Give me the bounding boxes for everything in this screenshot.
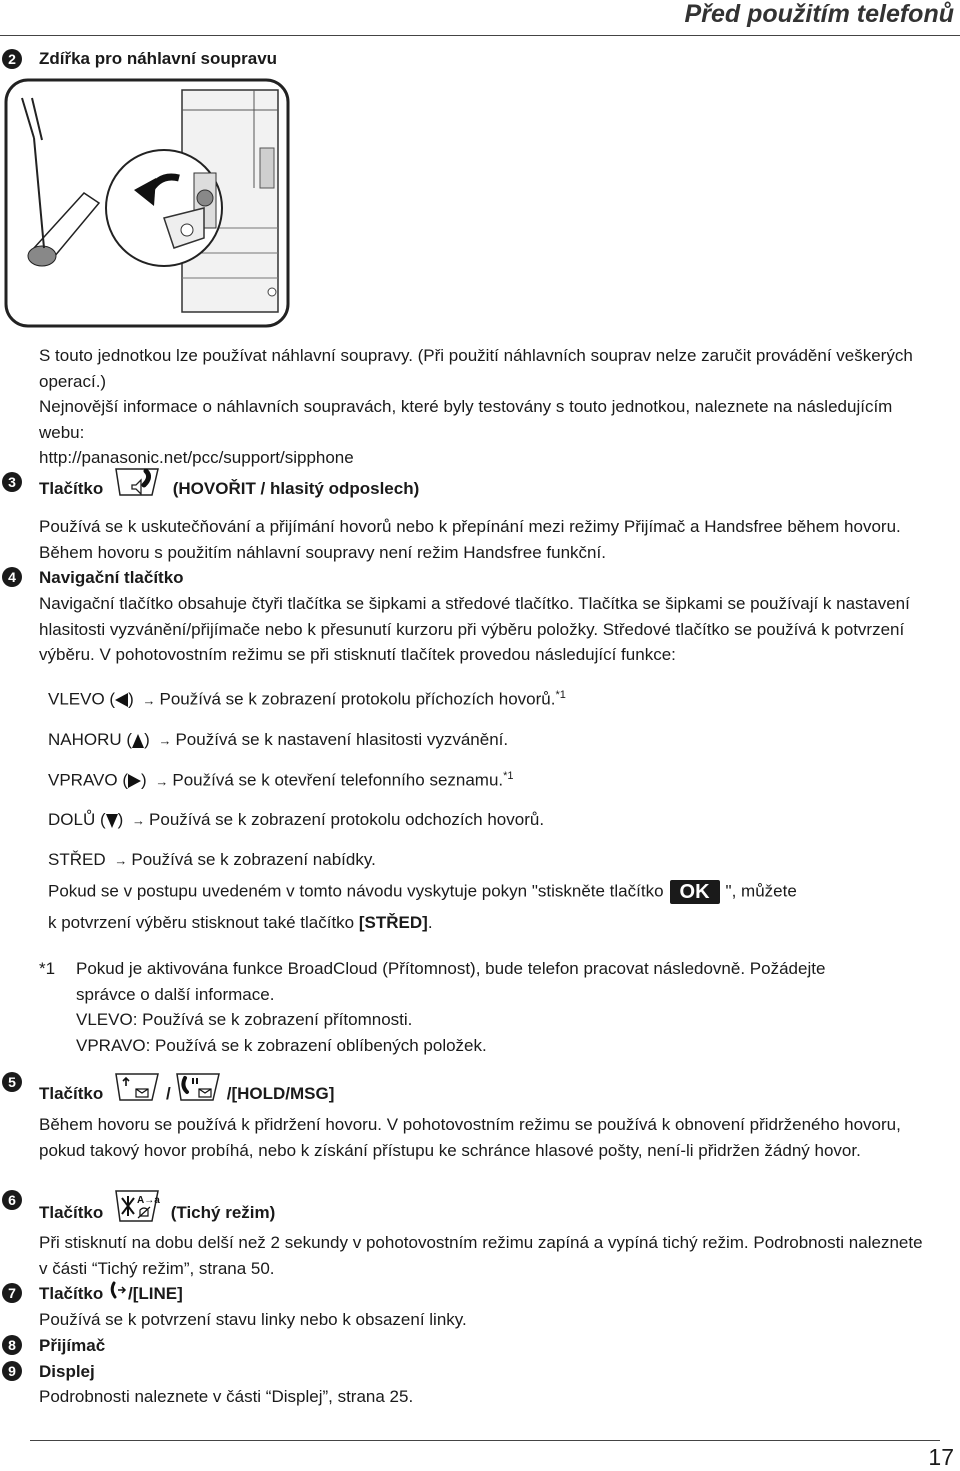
- nav-left-line: [48, 689, 566, 710]
- footnote-ref: *1: [503, 770, 514, 782]
- footer-rule: [30, 1440, 940, 1441]
- nav-left-name: VLEVO (: [48, 689, 116, 709]
- nav-center-line: [48, 850, 376, 870]
- talk-speaker-key-icon: [112, 465, 164, 504]
- paren: ): [128, 689, 134, 709]
- section-2-para-1: S touto jednotkou lze používat náhlavní soupravy. (Při použití náhlavních souprav nelze zaručit provádění veškerých operací.): [39, 346, 913, 391]
- nav-up-line: [48, 730, 508, 750]
- nav-left-text: Používá se k zobrazení protokolu příchozích hovorů.: [159, 689, 556, 709]
- up-arrow-icon: [132, 734, 144, 748]
- section-8-title: Přijímač: [39, 1336, 106, 1355]
- footnote-ref: *1: [555, 689, 566, 701]
- section-9-title: Displej: [39, 1362, 95, 1381]
- left-arrow-icon: [115, 693, 128, 707]
- nav-down-name: DOLŮ (: [48, 810, 106, 829]
- nav-center-text: Používá se k zobrazení nabídky.: [131, 850, 376, 869]
- section-9-body: Podrobnosti naleznete v části “Displej”, strana 25.: [39, 1387, 414, 1406]
- down-arrow-icon: [106, 814, 118, 828]
- arrow-icon: →: [142, 692, 156, 708]
- section-6-title: [39, 1195, 276, 1229]
- section-number-3: 3: [2, 472, 22, 492]
- section-7-body: Používá se k potvrzení stavu linky nebo k obsazení linky.: [39, 1310, 467, 1329]
- ok-note-pre: Pokud se v postupu uvedeném v tomto návodu vyskytuje pokyn "stiskněte tlačítko: [48, 881, 664, 901]
- footnote-mark: *1: [39, 959, 56, 978]
- section-number-9: 9: [2, 1361, 22, 1381]
- arrow-icon: →: [155, 773, 169, 789]
- hold-key-icon: [112, 1070, 164, 1109]
- section-3-title-suffix: (HOVOŘIT / hlasitý odposlech): [172, 478, 420, 498]
- section-number-6: 6: [2, 1190, 22, 1210]
- support-url-link[interactable]: http://panasonic.net/pcc/support/sipphone: [39, 448, 354, 467]
- section-6-title-suffix: (Tichý režim): [170, 1202, 276, 1222]
- paren: ): [117, 810, 124, 829]
- section-6-body: Při stisknutí na dobu delší než 2 sekundy v pohotovostním režimu zapíná a vypíná tichý režim. Podrobnosti naleznete v části “Tichý režim”, strana 50.: [39, 1233, 923, 1278]
- section-7-title-prefix: Tlačítko: [39, 1284, 104, 1303]
- nav-right-line: [48, 770, 514, 791]
- section-7-title-suffix: /[LINE]: [127, 1284, 183, 1303]
- paren: ): [140, 770, 147, 790]
- nav-up-name: NAHORU (: [48, 730, 133, 749]
- section-2-para-2: Nejnovější informace o náhlavních soupravách, které byly testovány s touto jednotkou, naleznete na následujícím webu:: [39, 397, 893, 442]
- section-number-4: 4: [2, 567, 22, 587]
- page-number: 17: [928, 1444, 954, 1470]
- ok-note-line2-pre: k potvrzení výběru stisknout také tlačítko: [48, 913, 359, 932]
- section-4-title: Navigační tlačítko: [39, 568, 184, 587]
- section-5-title-suffix: /[HOLD/MSG]: [226, 1083, 335, 1103]
- silent-mode-key-icon: [112, 1188, 162, 1229]
- paren: ): [144, 730, 150, 749]
- headset-jack-illustration: [4, 78, 292, 335]
- section-3-title-prefix: Tlačítko: [39, 478, 104, 498]
- footnote-line-1: Pokud je aktivována funkce BroadCloud (Přítomnost), bude telefon pracovat následovně. Požádejte: [76, 959, 826, 978]
- nav-right-text: Používá se k otevření telefonního seznamu.: [172, 770, 504, 790]
- section-5-body: Během hovoru se používá k přidržení hovoru. V pohotovostním režimu se používá k obnovení přidrženého hovoru, pokud takový hovor probíhá, nebo k získání přístupu ke schránce hlasové pošty, není-li přidržen žádný hovor.: [39, 1115, 901, 1160]
- section-5-title-prefix: Tlačítko: [39, 1083, 104, 1103]
- nav-down-text: Používá se k zobrazení protokolu odchozích hovorů.: [149, 810, 545, 829]
- center-key-label: [STŘED]: [358, 913, 428, 932]
- page-header-title: Před použitím telefonů: [684, 0, 954, 28]
- ok-note-post: ", můžete: [725, 881, 797, 901]
- arrow-icon: →: [114, 853, 128, 868]
- ok-note-line-1: [48, 880, 797, 904]
- section-3-body: Používá se k uskutečňování a přijímání hovorů nebo k přepínání mezi režimy Přijímač a Handsfree během hovoru. Během hovoru s použitím náhlavní soupravy není režim Handsfree funkční.: [39, 517, 901, 562]
- ok-note-line-2: [48, 913, 433, 933]
- footnote-line-3: VLEVO: Používá se k zobrazení přítomnosti.: [76, 1010, 413, 1029]
- header-rule: [0, 35, 960, 36]
- section-number-5: 5: [2, 1072, 22, 1092]
- footnote-body: [76, 956, 936, 1058]
- svg-text:A→a: A→a: [136, 1195, 160, 1206]
- arrow-icon: →: [132, 813, 146, 828]
- nav-center-name: STŘED: [48, 850, 106, 869]
- footnote-line-2: správce o další informace.: [76, 984, 275, 1004]
- section-2-body: [39, 343, 919, 471]
- section-number-7: 7: [2, 1283, 22, 1303]
- section-4-body: Navigační tlačítko obsahuje čtyři tlačítka se šipkami a středové tlačítko. Tlačítka se šipkami se používají k nastavení hlasitosti vyzvánění/přijímače nebo k přesunutí kurzoru při výběru položky. Středové tlačítko se používá k potvrzení výběru. V pohotovostním režimu se při stisknutí tlačítek provedou následující funkce:: [39, 594, 910, 664]
- section-3-title: [39, 475, 419, 504]
- right-arrow-icon: [128, 774, 141, 788]
- section-2-title: Zdířka pro náhlavní soupravu: [39, 49, 278, 68]
- section-5-title: [39, 1080, 334, 1109]
- arrow-icon: →: [158, 733, 172, 748]
- section-6-title-prefix: Tlačítko: [39, 1202, 104, 1222]
- nav-down-line: [48, 810, 544, 830]
- footnote-line-4: VPRAVO: Používá se k zobrazení oblíbených položek.: [76, 1035, 487, 1055]
- message-key-icon: [173, 1070, 225, 1109]
- ok-key-badge: OK: [670, 880, 720, 904]
- line-key-icon: [110, 1280, 128, 1305]
- section-5-slash: /: [165, 1083, 171, 1103]
- section-number-8: 8: [2, 1335, 22, 1355]
- nav-right-name: VPRAVO (: [48, 770, 128, 790]
- section-7-title: [39, 1284, 183, 1305]
- ok-note-line2-post: .: [427, 913, 433, 932]
- nav-up-text: Používá se k nastavení hlasitosti vyzvánění.: [175, 730, 509, 749]
- section-number-2: 2: [2, 49, 22, 69]
